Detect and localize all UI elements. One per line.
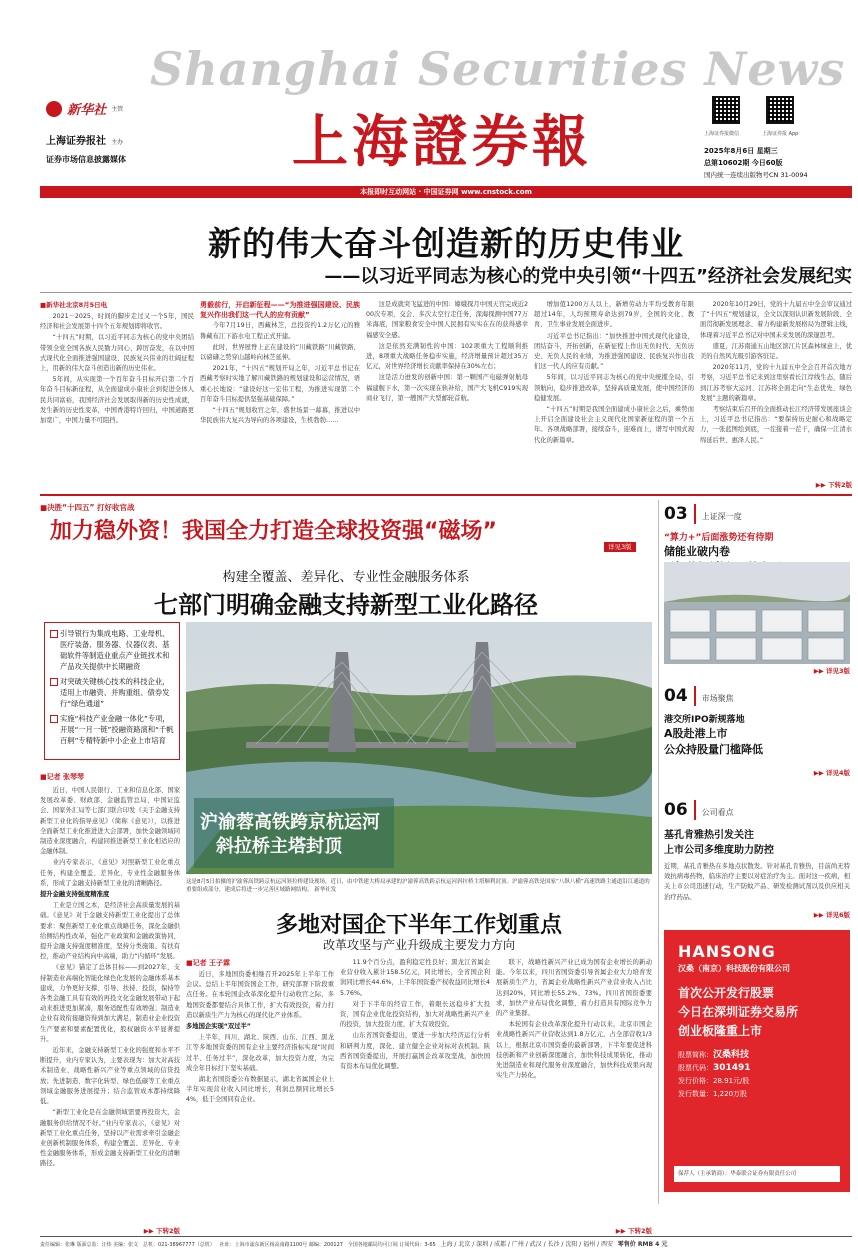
ad-short-name: 汉桑科技 — [713, 1050, 750, 1060]
second-headline[interactable]: 多地对国企下半年工作划重点 — [275, 912, 562, 938]
second-col-1: 近日，多地国资委相继召开2025年上半年工作会议。总结上半年国资国企工作，研究部署下阶段重点任务。在本轮国企改革深化提升行动收官之际，多地国资委都要结合具体工作，扩大有效投资，着力打造以新质生产力为核心的现代化产业体系。 多地国企实现“双过半” 上半年，四川、湖北、陕西、山东、江西、黑龙江等多地国资委的国有企业主要经济指标实现“时间过半、任务过半”，深化改革，加大投资力度，为完成全年目标打下坚实基础。 湖北省国资委公布数据显示，湖北省属国企业上半年实现营业收入同比增长，利润总额同比增长54%，低于全国同有企业。 — [186, 971, 334, 1104]
footer-distribution: 全国各地邮局均可订阅 订阅代码：3-65 — [347, 1242, 436, 1248]
xinhua-logo — [46, 98, 156, 120]
sidebar-see-03[interactable]: ▶▶ 详见3版 — [813, 667, 850, 675]
main-byline: ■记者 张琴琴 — [40, 773, 85, 781]
sponsor1: 新华社 — [67, 103, 107, 118]
footer — [40, 1239, 852, 1251]
lead-col-4: 增加值1200万人以上，新增劳动力平均受教育年限超过14年，人均预期寿命达到79岁，全国的文化、教育、卫生事业发展全面进步。 习近平总书记指出：“加快推进中国式现代化建设，团结奋斗，开拓创新，在新征程上作出无负时代、无负历史、无负人民的业绩，为推进强国建设、民族复兴作出我们这一代人的应有贡献。” 5年间，以习近平同志为核心的党中央统揽全局，引领航向，稳步推进改革，坚持高质量发展，使中国经济的稳健发展。 “十四五”时期是我国全面建成小康社会之后，乘势而上开启全面建设社会主义现代化国家新征程的第一个五年。各项战略部署，接续奋斗，迎难而上，谱写中国式现代化的新篇章。 — [534, 301, 694, 444]
second-col-2: 11.9个百分点，盈利稳定性良好；黑龙江省属企业营业收入累计158.5亿元，同比增长，全省国企利润同比增长44.6%，上半年国资委产权收益同比增长45.76%。 对于下半年的经营工作，着眼长远稳步扩大投资，国有企业优化投资结构，加大对战略性新兴产业的投资，加大投资力度，扩大有效投资。 山东省国资委提出，要进一步加大经济运行分析和研判力度，深化、建立健全企业对标对表机制。陕西省国资委提出，开展打赢国企改革攻坚战，加快国有资本布局优化调整。 — [340, 959, 490, 1071]
bullet-item: 对突破关键核心技术的科技企业，适用上市融资、并购重组、债券发行“绿色通道” — [50, 676, 174, 709]
sidebar-title: 基孔肯雅热引发关注 — [664, 830, 754, 841]
ad-line1: 首次公开发行股票 — [678, 986, 775, 1000]
bridge-photo — [186, 622, 652, 874]
sidebar-section: 市场聚焦 — [701, 694, 734, 703]
slogan: 本报即时互动网站 · 中国证券网 www.cnstock.com — [360, 188, 532, 196]
sidebar-title: A股赴港上市 — [664, 727, 728, 740]
qr1-caption: 上海证券报微信 — [704, 131, 740, 137]
sidebar-title: 港交所IPO新规落地 — [664, 715, 745, 725]
lead-subhead: ——以习近平同志为核心的党中央引领“十四五”经济社会发展纪实 — [324, 266, 852, 287]
xinhua-icon — [46, 101, 62, 117]
footer-rule — [40, 1236, 852, 1237]
sidebar-title: 公众持股量门槛降低 — [664, 743, 763, 756]
sidebar-num: 03 — [664, 504, 696, 524]
sidebar-section: 公司看点 — [701, 808, 734, 817]
feature-see-badge[interactable]: 详见3版 — [604, 542, 636, 552]
designation: 证券市场信息披露媒体 — [46, 155, 126, 164]
second-byline: ■记者 王子霖 — [186, 959, 231, 967]
issue-line: 总第10602期 今日60版 — [704, 159, 783, 167]
footer-phone: 总机：021-38967777（总机） — [142, 1242, 215, 1248]
bullet-item: 引导银行为集成电路、工业母机、医疗装备、服务器、仪器仪表、基础软件等制造业重点产业链找术和产品攻关提供中长期融资 — [50, 628, 174, 672]
sidebar-section: 上证深一度 — [701, 512, 742, 521]
sidebar-num: 06 — [664, 800, 696, 820]
main-headline[interactable]: 七部门明确金融支持新型工业化路径 — [154, 590, 538, 619]
lead-col-5: 2020年10月29日，党的十九届五中全会审议通过了“十四五”规划建议，全文以深刻认识新发展阶段、全面贯彻新发展理念、着力构建新发展格局为逻辑主线，体现着习近平总书记对中国未来发展的深邃思考。 盛夏，江苏南通五山地区滨江片区森林绿意上，优美的自然风光吸引游客驻足。 2020年11月，党的十九届五中全会召开首次地方考察，习近平总书记来到这里察看长江岸线生态，随后到江苏考察大运河、江苏将全面走向“生态优先、绿色发展”主题的新篇章。 考察结束后召开的全面推动长江经济带发展座谈会上，习近平总书记指出：“要保持历史耐心和战略定力，一张蓝图绘到底，一茬接着一茬干，确保一江清水绵延后世、惠泽人民。” — [700, 301, 852, 444]
lead-col-3: 这是成就突飞猛进的中国：嫦娥探月中国天宫完成近200次专项，交会、多次太空行走任务，深海探测中国77万米海底，国家粮食安全中国人民拥有实实在在的获得感幸福感安全感。 这是依然充满韧性的中国：102项重大工程顺利推进，8项重大战略任务稳步实施，经济增量预计超过35万亿元，对世界经济增长贡献率保持在30%左右； 这是活力迸发的创新中国：第一颗国产电磁弹射航母福建舰下水，第一次实现在轨补给，国产大飞机C919实现商业飞行，第一艘国产大型邮轮首航。 — [366, 301, 528, 402]
lead-dateline: ■新华社北京8月5日电 — [40, 301, 108, 309]
ad-code: 301491 — [713, 1063, 751, 1073]
masthead — [0, 0, 858, 205]
ad-sponsor: 华泰联合证券有限责任公司 — [730, 1171, 797, 1177]
cn-line: 国内统一连续出版物号CN 31-0094 — [704, 171, 808, 179]
main-subheading: 提升金融支持强度精准度 — [40, 891, 110, 899]
footer-address: 社址：上海市浦东新区杨高南路1100号 邮编：200127 — [219, 1242, 343, 1248]
sidebar-see-06[interactable]: ▶▶ 详见6版 — [813, 911, 850, 919]
second-subheading: 多地国企实现“双过半” — [186, 1023, 251, 1031]
sidebar-title: “算力+”后面涨势还有待期 — [664, 533, 774, 543]
ad-company: 汉桑（南京）科技股份有限公司 — [678, 964, 790, 973]
energy-storage-photo — [664, 562, 850, 664]
lead-col-1: 2021－2025，时间的脚步走过又一个5年，国民经济和社会发展第十四个五年规划即将收官。 “十四五”时期，以习近平同志为核心的党中央团结带领全党全国各族人民勠力同心、踔厉奋发，在以中国式现代化全面推进强国建设、民族复兴伟业的壮阔征程上，用新的伟大奋斗创造出新的历史伟业。 5年间，从实现第一个百年奋斗目标开启第二个百年奋斗目标新征程，从全面建成小康社会到促进全体人民共同富裕，我国经济社会发展取得新的历史性成就，发生新的历史性变革，中国香港特许回归，中国道路更加宽广，中国力量不可阻挡。 — [40, 313, 194, 425]
feature-kicker: ■决胜“十四五” 打好收官战 — [40, 503, 135, 512]
sidebar-item-04[interactable] — [664, 686, 850, 757]
sponsor2-role: 主办 — [111, 139, 124, 146]
lead-more-link[interactable]: ▶▶ 下转2版 — [815, 481, 852, 489]
ipo-advert[interactable] — [664, 930, 850, 1192]
sidebar-title: 储能业破内卷 — [664, 545, 730, 558]
sidebar-num: 04 — [664, 686, 696, 706]
sidebar-item-06[interactable] — [664, 800, 850, 903]
footer-editors: 责任编辑：张琳 版面总监：汪炜 美编：张文 — [40, 1242, 139, 1248]
sidebar-see-04[interactable]: ▶▶ 详见4版 — [813, 769, 850, 777]
section-divider — [40, 494, 852, 496]
bullet-item: 实施“科技产业金融一体化”专项，开展“一月一链”投融资路演和“千帆百舸”专精特新中小企业上市培育 — [50, 713, 174, 746]
bullet-list — [50, 628, 174, 750]
ad-sponsor-block: 保荐人（主承销商）：华泰联合证券有限责任公司 — [674, 1166, 840, 1182]
sidebar-divider — [658, 500, 659, 1204]
second-subhead: 改革攻坚与产业升级成主要发力方向 — [322, 938, 515, 952]
energy-storage-illustration — [664, 562, 850, 664]
sponsor1-role: 主管 — [111, 106, 124, 113]
date-line: 2025年8月6日 星期三 — [704, 147, 778, 155]
ad-detail: 发行数量：1,220万股 — [678, 1090, 748, 1098]
lead-headline: 新的伟大奋斗创造新的历史伟业 — [208, 224, 684, 263]
ad-brand: HANSONG — [678, 942, 776, 961]
footer-cities: 上海 / 北京 / 深圳 / 成都 / 广州 / 武汉 / 长沙 / 沈阳 / 福州 / 西安 — [440, 1241, 614, 1248]
second-col-3: 联下，战略性新兴产业已成为国有企业增长的新动能。今年以来，四川省国资委引导省属企业大力培育发展新质生产力，省属企业战略性新兴产业营业收入占比达到20%，同比增长55.2%、73%。四川省国资委要求，加快产业布局优化调整，着力打造具有国际竞争力的产业集群。 本轮国有企业改革深化提升行动以来，北京市国企业战略性新兴产业营收达到1.8万亿元，占全部营收1/3以上，根据北京市国资委的最新部署，下半年要促进科技创新和产业创新深度融合，加快科技成果转化，推动先进制造业和现代服务业深度融合，加快科技成果向现实生产力转化。 — [496, 959, 652, 1080]
footer-price: 零售价 RMB 4 元 — [617, 1241, 668, 1248]
ad-detail: 发行价格：28.91元/股 — [678, 1077, 750, 1085]
sidebar-title: 上市公司多维度助力防控 — [664, 845, 774, 856]
photo-title-1: 沪渝蓉高铁跨京杭运河 — [200, 812, 380, 833]
qr-code-wechat[interactable] — [712, 96, 740, 124]
ad-line3: 创业板隆重上市 — [678, 1024, 763, 1038]
main-more-link[interactable]: ▶▶ 下转2版 — [143, 1227, 180, 1235]
feature-headline[interactable]: 加力稳外资！我国全力打造全球投资强“磁场” — [50, 519, 497, 544]
qr-code-app[interactable] — [766, 96, 794, 124]
ad-line2: 今日在深圳证券交易所 — [678, 1005, 799, 1019]
sidebar-body: 近期，基孔肯雅热在多地点状散发。针对基孔肯雅热，目前尚无特效抗病毒药物，临床治疗主要以对症治疗为主。面对这一疾病，相关上市公司迅速行动，生产防蚊产品、研发检测试剂以及供应相关治疗药品。 — [664, 863, 850, 901]
chinese-name: 上海證券報 — [292, 109, 592, 175]
second-more-link[interactable]: ▶▶ 下转2版 — [615, 1227, 652, 1235]
photo-title-2: 斜拉桥主塔封顶 — [216, 836, 342, 857]
main-overline: 构建全覆盖、差异化、专业性金融服务体系 — [222, 570, 470, 585]
lead-highlight: 勇毅前行，开启新征程——“为推进强国建设、民族复兴作出我们这一代人的应有贡献” — [200, 301, 360, 320]
english-name: Shanghai Securities News — [150, 42, 846, 96]
sponsor2-line — [46, 129, 186, 148]
photo-caption: 这是8月5日拍摄的沪渝蓉高铁跨京杭运河斜拉桥建设现场。近日，由中铁建大桥局承建的沪渝蓉高铁跨京杭运河斜拉桥主塔顺利封顶。沪渝蓉高铁是国家“八纵八横”高速铁路主通道沿江通道的重要组成部分，建成后将进一步完善区域路网结构。 新华社发 — [186, 879, 650, 893]
sponsor2: 上海证券报社 — [46, 136, 106, 147]
qr2-caption: 上海证券报 App — [762, 131, 799, 137]
lead-col-2: 勇毅前行，开启新征程——“为推进强国建设、民族复兴作出我们这一代人的应有贡献” 今年7月19日，西藏林芝，总投资约1.2万亿元的雅鲁藏布江下游水电工程正式开建。 此时，世界屋脊上正在建设的“川藏铁路”川藏铁路，以磅礴之势穿山越岭向林芝延伸。 2021年，“十四五”规划开局之年，习近平总书记在西藏考察时实地了解川藏铁路的规划建设和运营情况，语重心长地说：“建设好这一宏伟工程，为推进实现第二个百年奋斗目标提供坚强基础保障。” “十四五”规划收官之年，盛世场景一幕幕，推进以中华民族伟大复兴为导向的各项建设，生机勃勃…… — [200, 301, 360, 425]
lead-divider — [40, 292, 852, 293]
ad-details: 股票简称：汉桑科技 股票代码：301491 发行价格：28.91元/股 发行数量：1,220万股 — [678, 1049, 836, 1101]
main-body: 近日，中国人民银行、工业和信息化部、国家发展改革委、财政部、金融监管总局、中国证监会、国家外汇局等七部门联合印发《关于金融支持新型工业化的指导意见》（简称《意见》），以推进全面新型工业化推进进大会部署，加快金融领域同制造业深度融合，构建同推进新型工业化相适应的金融体制。 业内专家表示，《意见》对照新型工业化重点任务，构建全覆盖、差异化、专业性金融服务体系，形成了金融支持新型工业化的清晰路径。 提升金融支持强度精准度 工业是立国之本，是经济社会高质量发展的基础。《意见》对于金融支持新型工业化提出了总体要求：聚焦新型工业化重点战略任务，深化金融供给侧结构性改革，强化产业政策和金融政策协同，提升金融支持强度精准度，坚持分类施策、有扶有控，推动产业结构向中高端，助力“内循环”发展。 《意见》锚定了总体目标——到2027年，支持制造业高端化智能化绿色化发展的金融体系基本建成，力争更好支撑、引导、扶持、投资，保持等各类金融工具有有效的再投文化金融发展带动下起动来推进更加紧凑，服务适配性有效增强；制造业企业有效衔接融资得到加大满足，制造业企业投资生产要素和要素配置优化，股权融资水平显著提升。 近年来，金融支持新型工业化的强度和水平不断提升，业内专家认为，主要表现为：加大对高技术制造业、战略性新兴产业等重点领域的信贷投放；先进制造、数字化转型、绿色低碳等工业重点领域金融服务进展提升；结合监管成本都持续降低。 “新型工业化是在金融领域需要再投资大，金融服务供给情况不好。”业内专家表示，《意见》对新型工业化重点任务，坚持以产业需求牵引金融企业创新机制服务体系，构建全覆盖、差异化、专业性金融服务体系，形成金融支持新型工业化的清晰路径。 — [40, 787, 180, 1168]
